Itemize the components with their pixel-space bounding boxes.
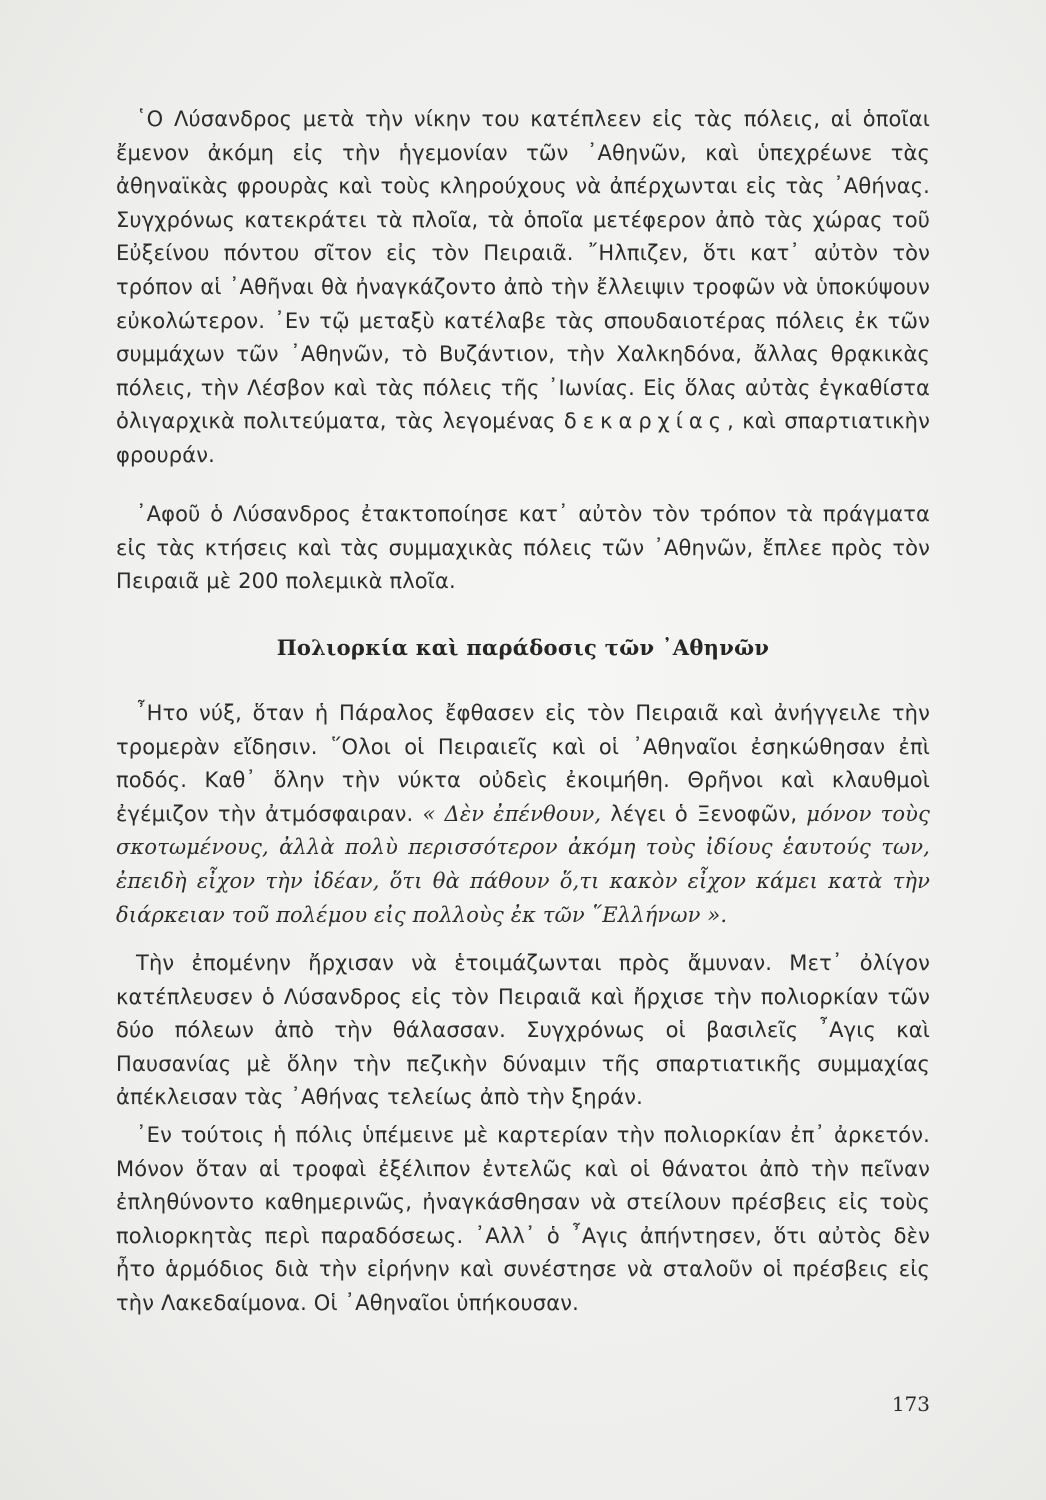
paragraph-siege-begins (116, 947, 930, 1115)
quote-open: « Δὲν ἐπένθουν, (422, 801, 602, 826)
paragraph-text: ᾿Εν τούτοις ἡ πόλις ὑπέμεινε μὲ καρτερίαν τὴν πολιορκίαν ἐπ᾿ ἀρκετόν. Μόνον ὅταν αἱ τροφαὶ ἐξέλιπον ἐντελῶς καὶ οἱ θάνατοι ἀπὸ τὴν πεῖναν ἐπληθύνοντο καθημερινῶς, ἠναγκάσθησαν νὰ στείλουν πρέσβεις εἰς τοὺς πολιορκητὰς περὶ παραδόσεως. ᾿Αλλ᾿ ὁ ῏Αγις ἀπήντησεν, ὅτι αὐτὸς δὲν ἦτο ἁρμόδιος διὰ τὴν εἰρήνην καὶ συνέστησε νὰ σταλοῦν οἱ πρέσβεις εἰς τὴν Λακεδαίμονα. Οἱ ᾿Αθηναῖοι ὑπήκουσαν. (116, 1123, 930, 1315)
paragraph-text: Τὴν ἐπομένην ἤρχισαν νὰ ἑτοιμάζωνται πρὸς ἄμυναν. Μετ᾿ ὀλίγον κατέπλευσεν ὁ Λύσανδρος εἰς τὸν Πειραιᾶ καὶ ἤρχισε τὴν πολιορκίαν τῶν δύο πόλεων ἀπὸ τὴν θάλασσαν. Συγχρόνως οἱ βασιλεῖς ῏Αγις καὶ Παυσανίας μὲ ὅλην τὴν πεζικὴν δύναμιν τῆς σπαρτιατικῆς συμμαχίας ἀπέκλεισαν τὰς ᾿Αθήνας τελείως ἀπὸ τὴν ξηράν. (116, 951, 930, 1110)
spaced-term: δεκαρχίας (563, 409, 728, 434)
paragraph-text: ῾Ο Λύσανδρος μετὰ τὴν νίκην του κατέπλεεν εἰς τὰς πόλεις, αἱ ὁποῖαι ἔμενον ἀκόμη εἰς τὴν ἡγεμονίαν τῶν ᾿Αθηνῶν, καὶ ὑπεχρέωνε τὰς ἀθηναϊκὰς φρουρὰς καὶ τοὺς κληρούχους νὰ ἀπέρχωνται εἰς τὰς ᾿Αθήνας. Συγχρόνως κατεκράτει τὰ πλοῖα, τὰ ὁποῖα μετέφερον ἀπὸ τὰς χώρας τοῦ Εὐξείνου πόντου σῖτον εἰς τὸν Πειραιᾶ. ῎Ηλπιζεν, ὅτι κατ᾿ αὐτὸν τὸν τρόπον αἱ ᾿Αθῆναι θὰ ἠναγκάζοντο ἀπὸ τὴν ἔλλειψιν τροφῶν νὰ ὑποκύψουν εὐκολώτερον. ᾿Εν τῷ μεταξὺ κατέλαβε τὰς σπουδαιοτέρας πόλεις ἐκ τῶν συμμάχων τῶν ᾿Αθηνῶν, τὸ Βυζάντιον, τὴν Χαλκηδόνα, ἄλλας θρᾳκικὰς πόλεις, τὴν Λέσβον καὶ τὰς πόλεις τῆς ᾿Ιωνίας. Εἰς ὅλας αὐτὰς ἐγκαθίστα ὀλιγαρχικὰ πολιτεύματα, τὰς λεγομένας (116, 107, 930, 434)
paragraph-night-news (116, 697, 930, 932)
paragraph-text-end: , καὶ σπαρτιατικὴν φρουράν. (116, 409, 931, 467)
section-heading: Πολιορκία καὶ παράδοσις τῶν ᾿Αθηνῶν (276, 635, 770, 660)
paragraph-lysander-sails (116, 498, 930, 599)
paragraph-lysander-campaign (116, 103, 930, 473)
paragraph-envoys (116, 1119, 930, 1321)
xenophon-quote: μόνον τοὺς σκοτωμένους, ἀλλὰ πολὺ περισσότερον ἀκόμη τοὺς ἰδίους ἑαυτούς των, ἐπειδὴ εἶχον τὴν ἰδέαν, ὅτι θὰ πάθουν ὅ,τι κακὸν εἶχον κάμει κατὰ τὴν διάρκειαν τοῦ πολέμου εἰς πολλοὺς ἐκ τῶν ῞Ελλήνων ». (116, 801, 930, 927)
paragraph-text: ῏Ητο νύξ, ὅταν ἡ Πάραλος ἔφθασεν εἰς τὸν Πειραιᾶ καὶ ἀνήγγειλε τὴν τρομερὰν εἴδησιν. ῞Ολοι οἱ Πειραιεῖς καὶ οἱ ᾿Αθηναῖοι ἐσηκώθησαν ἐπὶ ποδός. Καθ᾿ ὅλην τὴν νύκτα οὐδεὶς ἐκοιμήθη. Θρῆνοι καὶ κλαυθμοὶ ἐγέμιζον τὴν ἀτμόσφαιραν. (116, 701, 930, 826)
paragraph-text: ᾿Αφοῦ ὁ Λύσανδρος ἐτακτοποίησε κατ᾿ αὐτὸν τὸν τρόπον τὰ πράγματα εἰς τὰς κτήσεις καὶ τὰς συμμαχικὰς πόλεις τῶν ᾿Αθηνῶν, ἔπλεε πρὸς τὸν Πειραιᾶ μὲ 200 πολεμικὰ πλοῖα. (116, 502, 930, 594)
page-number: 173 (891, 1392, 930, 1416)
quote-attribution: λέγει ὁ Ξενοφῶν, (601, 801, 807, 826)
